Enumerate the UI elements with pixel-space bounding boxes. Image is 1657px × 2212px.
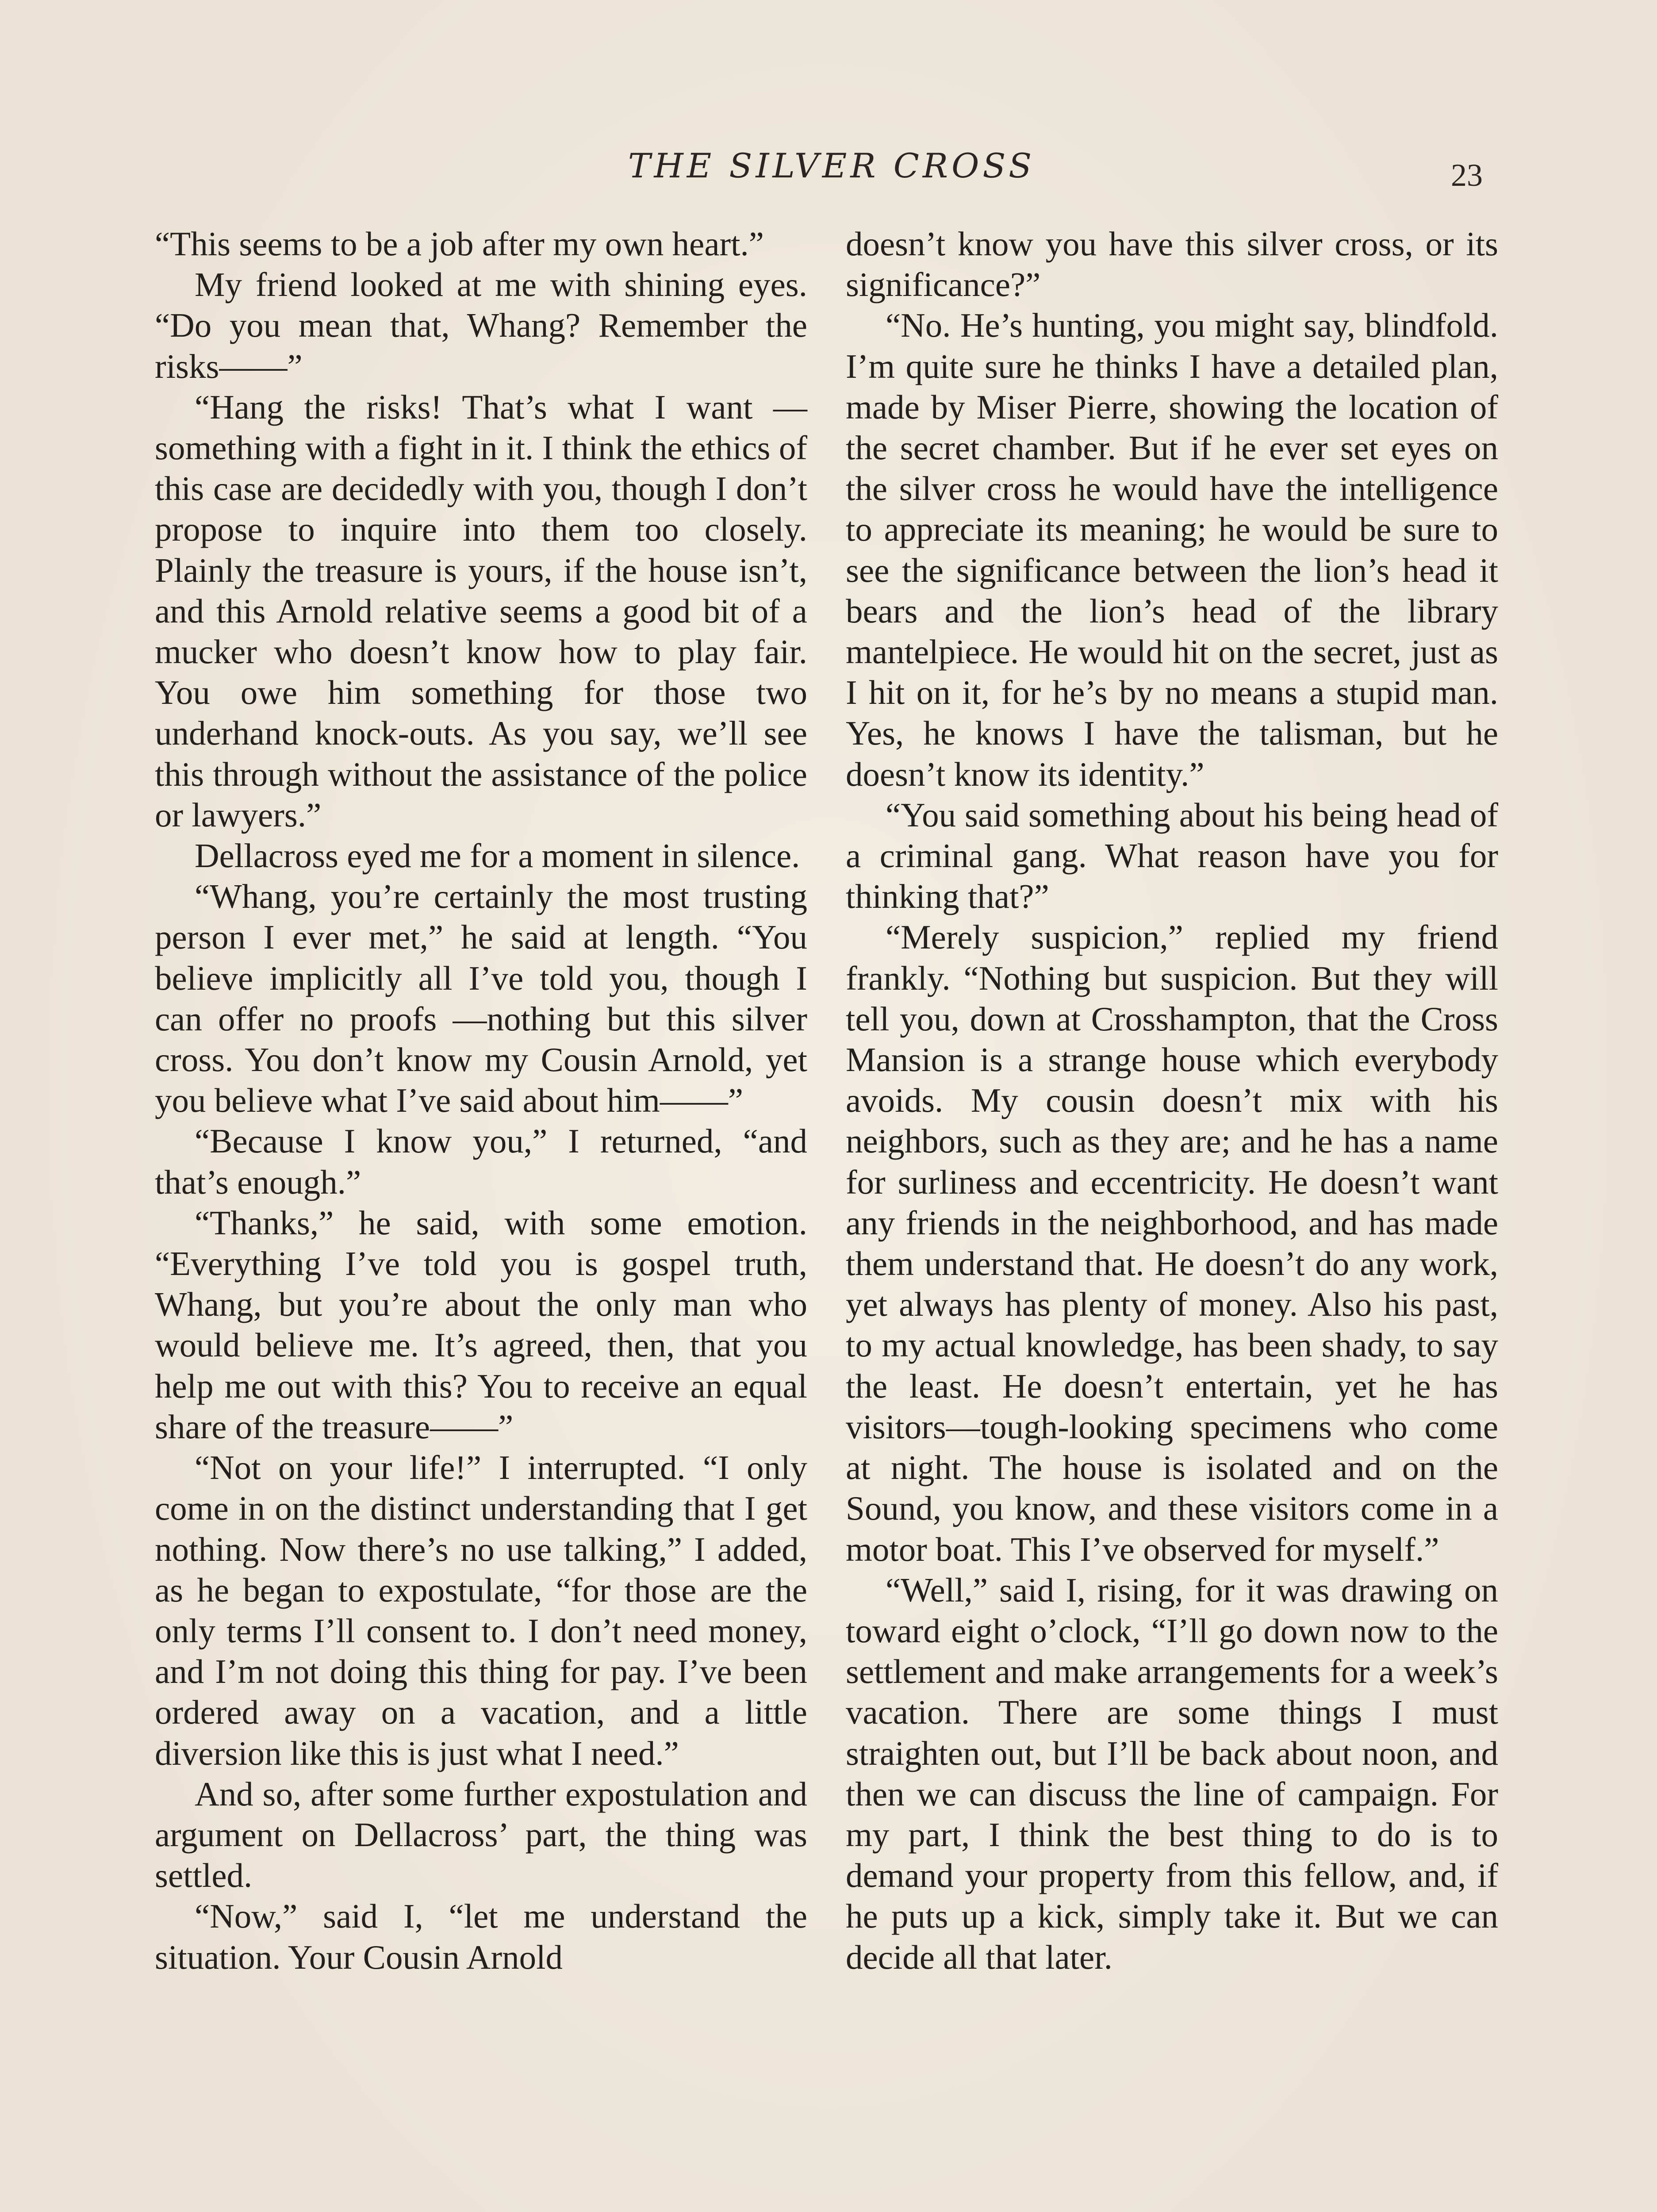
paragraph: “Whang, you’re certainly the most trusting person I ever met,” he said at length. “You believe implicitly all I’ve told you, though I can offer no proofs —nothing but this silver cross. You don’t know my Cousin Arnold, yet you believe what I’ve said about him——” [155,877,807,1120]
paragraph: doesn’t know you have this silver cross, or its significance?” [846,225,1498,304]
paragraph: “Merely suspicion,” replied my friend frankly. “Nothing but suspicion. But they will tell you, down at Crosshampton, that the Cross Mansion is a strange house which everybody avoids. My cousin doesn’t mix with his neighbors, such as they are; and he has a name for surliness and eccentricity. He doesn’t want any friends in the neighborhood, and has made them understand that. He doesn’t do any work, yet always has plenty of money. Also his past, to my actual knowledge, has been shady, to say the least. He doesn’t entertain, yet he has visitors—tough-looking specimens who come at night. The house is isolated and on the Sound, you know, and these visitors come in a motor boat. This I’ve observed for myself.” [846,918,1498,1568]
paragraph: “This seems to be a job after my own heart.” [155,225,764,263]
right-text-column [846,223,1498,1978]
page-number: 23 [1451,157,1483,193]
running-title: THE SILVER CROSS [628,146,1036,185]
paragraph: “Well,” said I, rising, for it was drawing on toward eight o’clock, “I’ll go down now to the settlement and make arrangements for a week’s vacation. There are some things I must straighten out, but I’ll be back about noon, and then we can discuss the line of campaign. For my part, I think the best thing to do is to demand your property from this fellow, and, if he puts up a kick, simply take it. But we can decide all that later. [846,1571,1498,1976]
paragraph: My friend looked at me with shining eyes. “Do you mean that, Whang? Remember the risks——” [155,265,807,385]
paragraph: Dellacross eyed me for a moment in silence. [195,837,800,875]
paragraph: “Hang the risks! That’s what I want —something with a fight in it. I think the ethics of this case are decidedly with you, though I don’t propose to inquire into them too closely. Plainly the treasure is yours, if the house isn’t, and this Arnold relative seems a good bit of a mucker who doesn’t know how to play fair. You owe him something for those two underhand knock-outs. As you say, we’ll see this through without the assistance of the police or lawyers.” [155,388,807,834]
paragraph: “Thanks,” he said, with some emotion. “Everything I’ve told you is gospel truth, Whang, but you’re about the only man who would believe me. It’s agreed, then, that you help me out with this? You to receive an equal share of the treasure——” [155,1203,807,1446]
paragraph: “Now,” said I, “let me understand the situation. Your Cousin Arnold [155,1897,807,1976]
paragraph: “You said something about his being head of a criminal gang. What reason have you for thinking that?” [846,795,1498,916]
paragraph: And so, after some further expostulation and argument on Dellacross’ part, the thing was settled. [155,1774,807,1895]
paragraph: “No. He’s hunting, you might say, blindfold. I’m quite sure he thinks I have a detailed plan, made by Miser Pierre, showing the location of the secret chamber. But if he ever set eyes on the silver cross he would have the intelligence to appreciate its meaning; he would be sure to see the significance between the lion’s head it bears and the lion’s head of the library mantelpiece. He would hit on the secret, just as I hit on it, for he’s by no means a stupid man. Yes, he knows I have the talisman, but he doesn’t know its identity.” [846,306,1498,793]
paragraph: “Not on your life!” I interrupted. “I only come in on the distinct understanding that I get nothing. Now there’s no use talking,” I added, as he began to expostulate, “for those are the only terms I’ll consent to. I don’t need money, and I’m not doing this thing for pay. I’ve been ordered away on a vacation, and a little diversion like this is just what I need.” [155,1448,807,1772]
left-text-column [155,223,807,1978]
paragraph: “Because I know you,” I returned, “and that’s enough.” [155,1122,807,1201]
